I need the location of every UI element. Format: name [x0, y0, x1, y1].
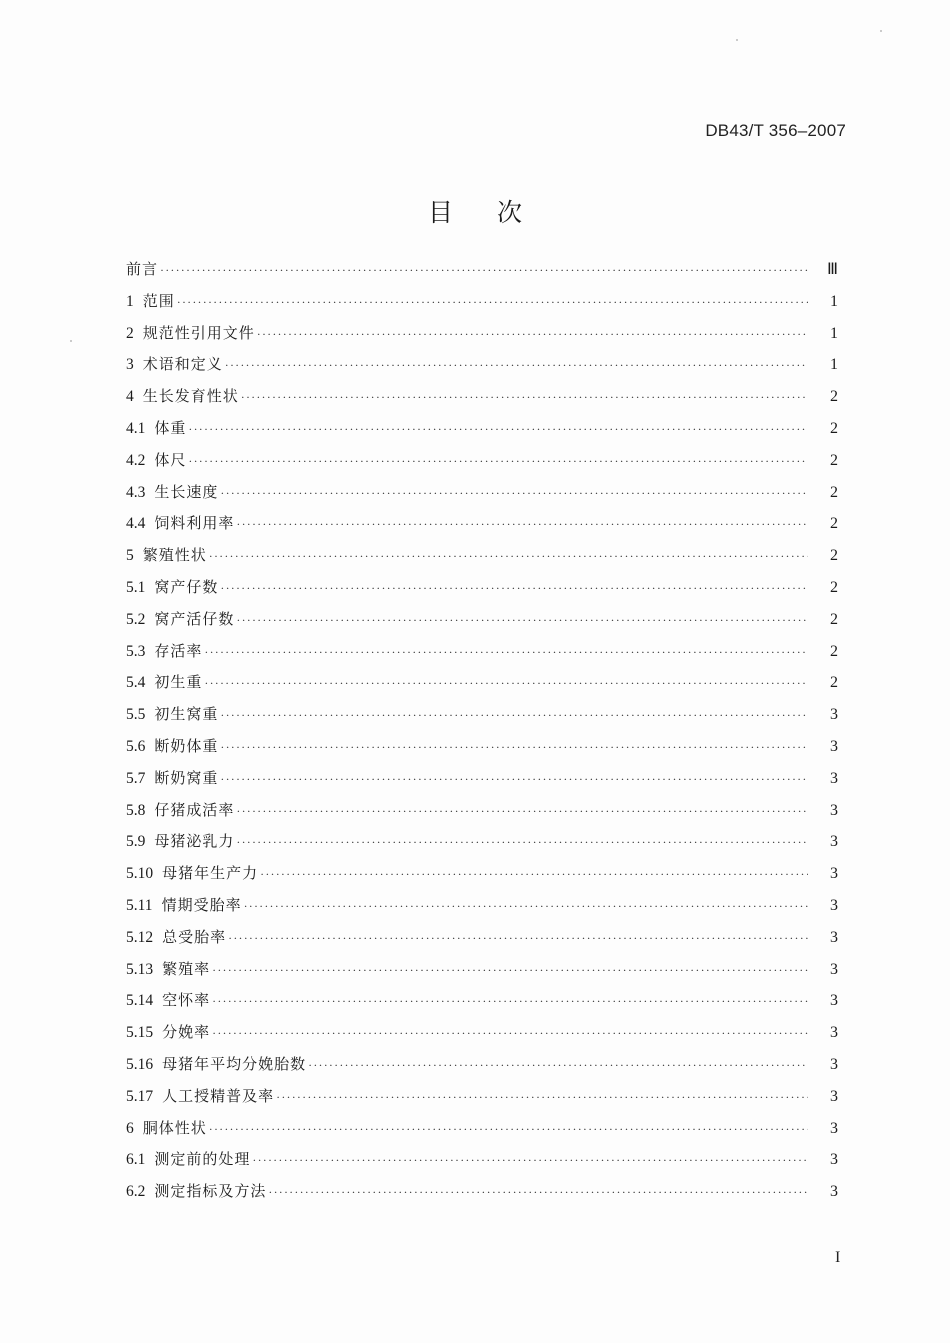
toc-entry-number: 5.16: [126, 1055, 154, 1073]
toc-entry-page: 3: [830, 865, 838, 883]
toc-entry-label: 繁殖性状: [142, 546, 207, 565]
toc-entry-page: 1: [830, 356, 838, 374]
toc-leader-dots: [268, 1177, 808, 1209]
scan-speck: [70, 340, 72, 342]
toc-entry-page: Ⅲ: [826, 261, 838, 278]
toc-entry-label: 胴体性状: [142, 1118, 207, 1137]
toc-entry-number: 6.2: [126, 1183, 146, 1201]
toc-entry-page: 2: [830, 578, 838, 596]
toc-entry-label: 体重: [154, 418, 187, 437]
toc-leader-dots: [209, 541, 808, 573]
toc-entry[interactable]: [126, 1017, 838, 1049]
scan-speck: [736, 39, 738, 41]
toc-entry-number: 5.9: [126, 833, 146, 851]
toc-entry-page: 3: [830, 1024, 838, 1042]
toc-entry-number: 5.2: [126, 610, 146, 628]
toc-entry-number: 5.8: [126, 801, 146, 819]
toc-entry[interactable]: [126, 890, 838, 922]
toc-entry-number: 4.3: [126, 483, 146, 501]
toc-entry-number: 5.17: [126, 1087, 154, 1105]
toc-entry[interactable]: [126, 858, 838, 890]
toc-entry-number: 4.1: [126, 419, 146, 437]
toc-entry-page: 2: [830, 451, 838, 469]
toc-entry-label: 窝产仔数: [154, 577, 219, 596]
toc-entry-page: 3: [830, 833, 838, 851]
toc-entry-label: 初生窝重: [154, 705, 219, 724]
toc-entry-number: 4.4: [126, 515, 146, 533]
toc-entry[interactable]: [126, 795, 838, 827]
toc-entry[interactable]: [126, 699, 838, 731]
toc-entry-label: 繁殖率: [162, 959, 211, 978]
toc-entry[interactable]: [126, 826, 838, 858]
toc-entry[interactable]: [126, 572, 838, 604]
toc-entry[interactable]: [126, 604, 838, 636]
toc-entry-label: 断奶窝重: [154, 768, 219, 787]
toc-entry[interactable]: [126, 540, 838, 572]
toc-entry[interactable]: [126, 1144, 838, 1176]
toc-entry-page: 3: [830, 992, 838, 1010]
toc-entry-number: 5.5: [126, 706, 146, 724]
toc-entry-page: 3: [830, 928, 838, 946]
toc-entry-label: 母猪泌乳力: [154, 832, 235, 851]
toc-entry[interactable]: [126, 763, 838, 795]
toc-entry[interactable]: [126, 413, 838, 445]
toc-leader-dots: [244, 891, 808, 923]
toc-entry-label: 饲料利用率: [154, 514, 235, 533]
toc-entry-label: 生长发育性状: [142, 387, 239, 406]
toc-entry-number: 6: [126, 1119, 134, 1137]
toc-entry[interactable]: [126, 1081, 838, 1113]
toc-leader-dots: [204, 637, 808, 669]
toc-leader-dots: [188, 446, 808, 478]
toc-entry-number: 5.10: [126, 865, 154, 883]
toc-leader-dots: [209, 1114, 808, 1146]
toc-entry[interactable]: [126, 922, 838, 954]
toc-leader-dots: [260, 859, 808, 891]
toc-entry-label: 情期受胎率: [161, 895, 242, 914]
toc-leader-dots: [228, 923, 808, 955]
toc-entry-page: 3: [830, 896, 838, 914]
toc-entry-number: 5.6: [126, 737, 146, 755]
toc-entry-page: 3: [830, 706, 838, 724]
toc-entry[interactable]: [126, 318, 838, 350]
toc-entry-label: 测定指标及方法: [154, 1182, 267, 1201]
toc-leader-dots: [212, 986, 808, 1018]
toc-leader-dots: [236, 509, 808, 541]
toc-entry-label: 规范性引用文件: [142, 323, 255, 342]
toc-entry-page: 3: [830, 801, 838, 819]
toc-entry-label: 前言: [126, 260, 159, 278]
toc-leader-dots: [204, 668, 808, 700]
toc-leader-dots: [220, 573, 808, 605]
toc-entry-page: 3: [830, 1055, 838, 1073]
toc-entry-number: 2: [126, 324, 134, 342]
toc-entry-label: 断奶体重: [154, 736, 219, 755]
toc-entry[interactable]: [126, 381, 838, 413]
toc-entry-number: 6.1: [126, 1151, 146, 1169]
toc-entry-page: 2: [830, 642, 838, 660]
table-of-contents: [126, 254, 838, 1208]
toc-entry-label: 仔猪成活率: [154, 800, 235, 819]
toc-leader-dots: [160, 255, 808, 287]
toc-leader-dots: [220, 732, 808, 764]
toc-entry[interactable]: [126, 1176, 838, 1208]
toc-entry-page: 2: [830, 547, 838, 565]
toc-leader-dots: [252, 1145, 808, 1177]
toc-leader-dots: [257, 319, 808, 351]
toc-entry[interactable]: [126, 731, 838, 763]
toc-entry-number: 5.15: [126, 1024, 154, 1042]
toc-leader-dots: [212, 1018, 808, 1050]
toc-entry[interactable]: [126, 667, 838, 699]
toc-entry-page: 1: [830, 324, 838, 342]
toc-entry-label: 母猪年平均分娩胎数: [162, 1054, 307, 1073]
toc-entry-label: 范围: [142, 291, 175, 310]
toc-leader-dots: [241, 382, 808, 414]
toc-entry[interactable]: [126, 349, 838, 381]
toc-entry-label: 分娩率: [162, 1023, 211, 1042]
toc-entry[interactable]: [126, 636, 838, 668]
toc-entry-label: 测定前的处理: [154, 1150, 251, 1169]
toc-entry[interactable]: [126, 477, 838, 509]
toc-entry-page: 3: [830, 960, 838, 978]
scan-speck: [880, 30, 882, 32]
toc-leader-dots: [220, 764, 808, 796]
toc-entry-page: 2: [830, 483, 838, 501]
toc-entry[interactable]: [126, 954, 838, 986]
toc-entry[interactable]: [126, 985, 838, 1017]
toc-entry-label: 总受胎率: [162, 927, 227, 946]
toc-entry-label: 窝产活仔数: [154, 609, 235, 628]
toc-entry[interactable]: [126, 286, 838, 318]
toc-entry-number: 5.4: [126, 674, 146, 692]
toc-entry-number: 4: [126, 388, 134, 406]
toc-entry-page: 3: [830, 737, 838, 755]
toc-entry-page: 3: [830, 1151, 838, 1169]
toc-entry-number: 5.3: [126, 642, 146, 660]
toc-leader-dots: [236, 605, 808, 637]
toc-entry-page: 3: [830, 769, 838, 787]
toc-leader-dots: [225, 350, 808, 382]
toc-entry-page: 2: [830, 419, 838, 437]
toc-entry-number: 5.12: [126, 928, 154, 946]
page-title: 目次: [427, 198, 566, 227]
toc-entry-label: 母猪年生产力: [162, 864, 259, 883]
toc-entry-page: 3: [830, 1119, 838, 1137]
toc-entry[interactable]: [126, 254, 838, 286]
toc-entry-number: 1: [126, 292, 134, 310]
toc-entry[interactable]: [126, 445, 838, 477]
toc-entry-label: 术语和定义: [142, 355, 223, 374]
toc-leader-dots: [308, 1050, 808, 1082]
toc-leader-dots: [276, 1082, 808, 1114]
toc-entry-number: 4.2: [126, 451, 146, 469]
toc-leader-dots: [236, 827, 808, 859]
toc-entry-label: 人工授精普及率: [162, 1086, 275, 1105]
toc-leader-dots: [177, 287, 808, 319]
toc-entry[interactable]: [126, 508, 838, 540]
page-number: I: [835, 1249, 841, 1266]
toc-leader-dots: [220, 700, 808, 732]
standard-code: DB43/T 356–2007: [705, 121, 846, 140]
toc-entry-label: 空怀率: [162, 991, 211, 1010]
toc-entry-label: 初生重: [154, 673, 203, 692]
toc-entry[interactable]: [126, 1049, 838, 1081]
toc-leader-dots: [236, 796, 808, 828]
toc-entry-number: 3: [126, 356, 134, 374]
toc-entry-page: 2: [830, 388, 838, 406]
toc-entry-number: 5: [126, 547, 134, 565]
toc-leader-dots: [220, 478, 808, 510]
toc-entry-number: 5.13: [126, 960, 154, 978]
toc-entry-number: 5.7: [126, 769, 146, 787]
toc-entry-label: 体尺: [154, 450, 187, 469]
toc-entry-page: 2: [830, 674, 838, 692]
toc-entry-number: 5.1: [126, 578, 146, 596]
toc-entry-page: 1: [830, 292, 838, 310]
toc-entry-label: 生长速度: [154, 482, 219, 501]
toc-entry-page: 3: [830, 1183, 838, 1201]
toc-leader-dots: [212, 955, 808, 987]
toc-entry-number: 5.11: [126, 896, 153, 914]
toc-entry-page: 3: [830, 1087, 838, 1105]
toc-entry[interactable]: [126, 1113, 838, 1145]
toc-entry-page: 2: [830, 610, 838, 628]
toc-entry-label: 存活率: [154, 641, 203, 660]
toc-entry-page: 2: [830, 515, 838, 533]
toc-leader-dots: [188, 414, 808, 446]
toc-entry-number: 5.14: [126, 992, 154, 1010]
